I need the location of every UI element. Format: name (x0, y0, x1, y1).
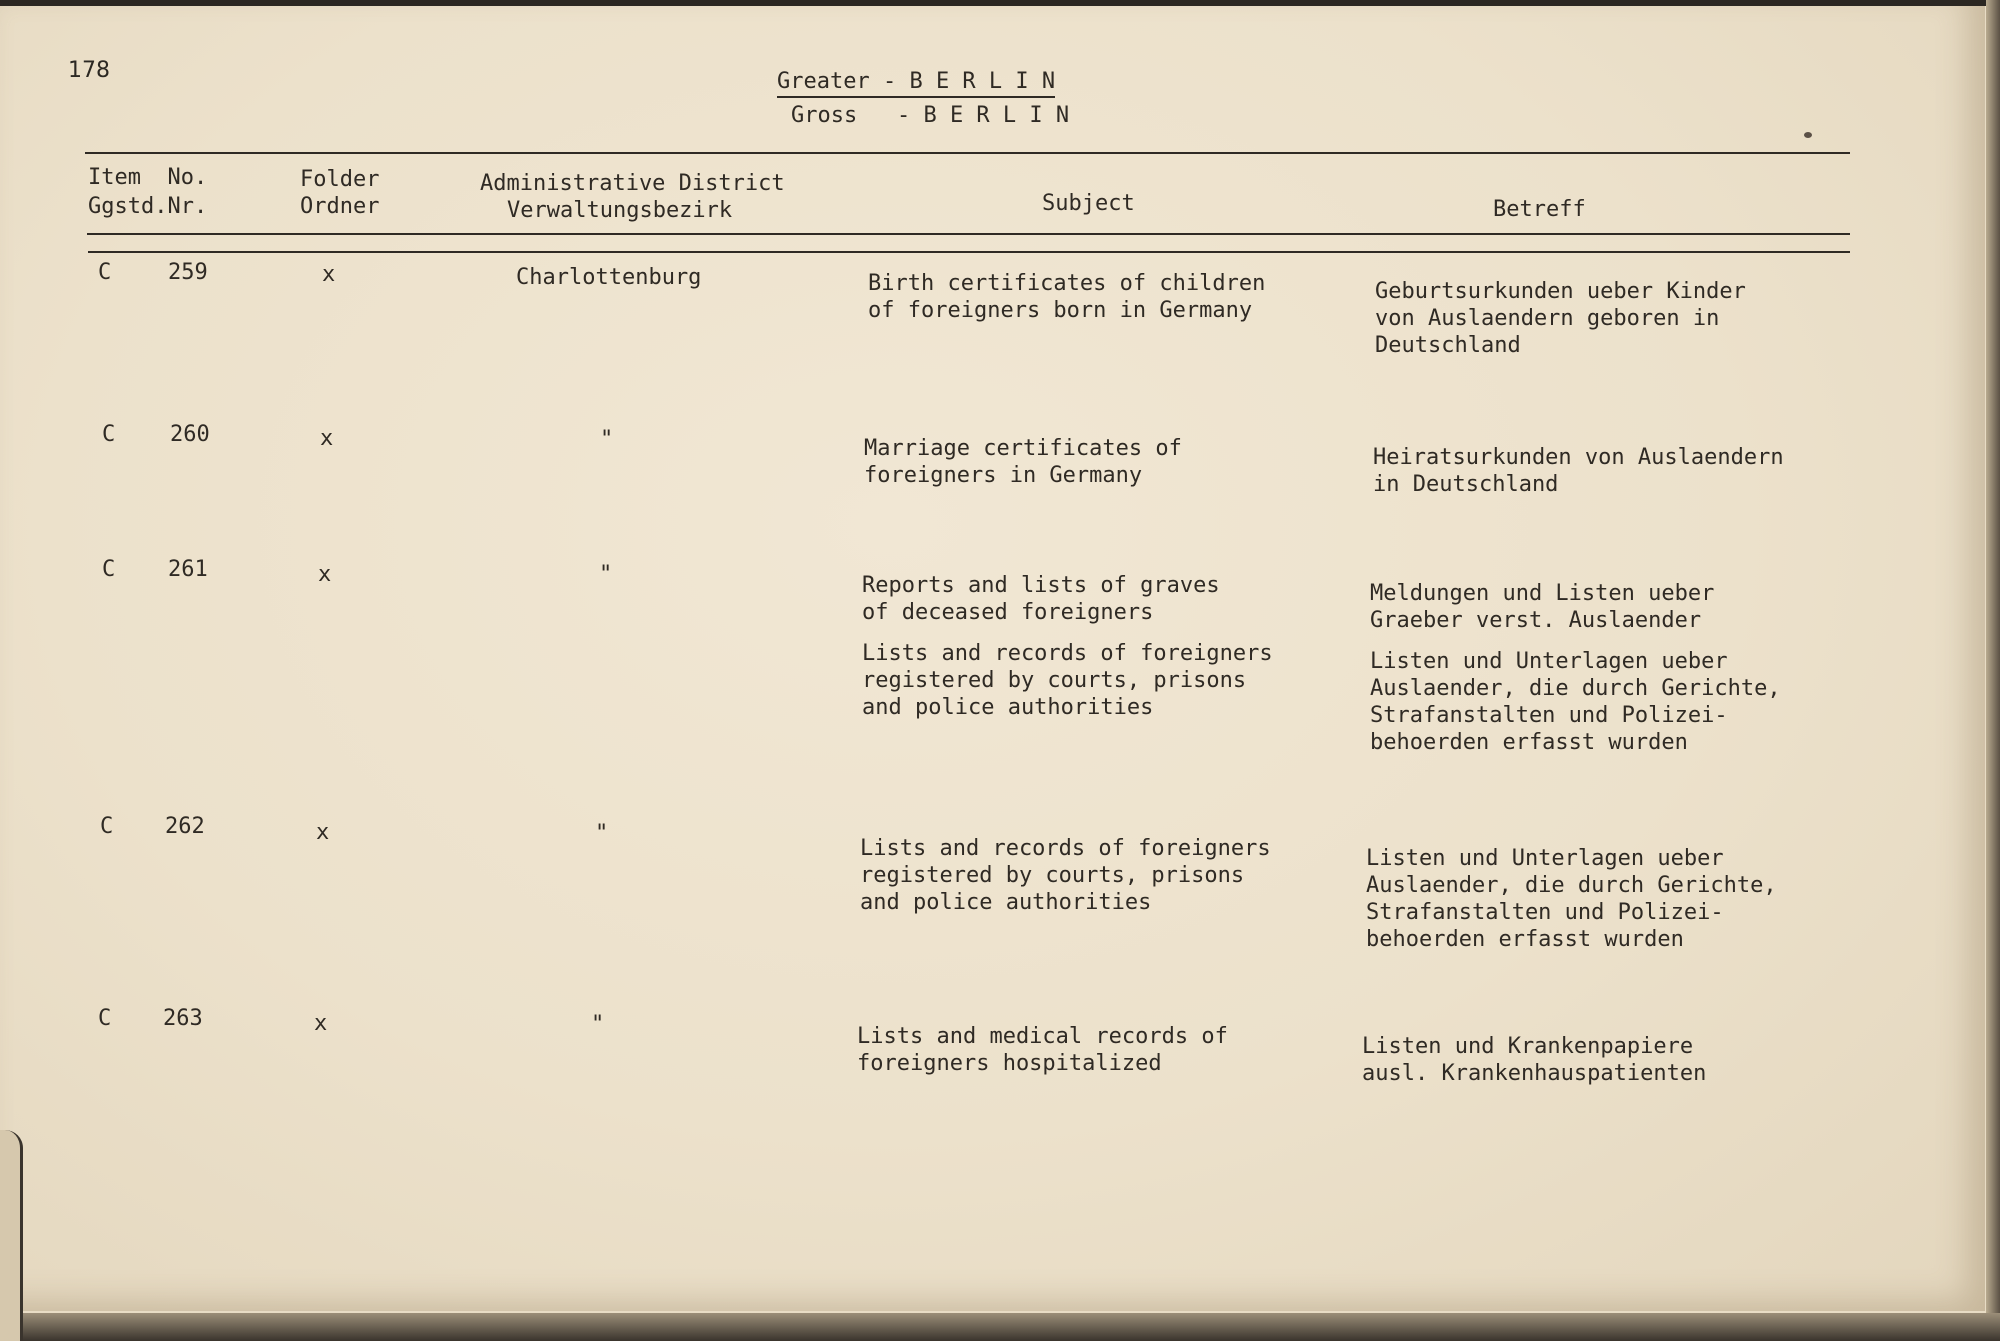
betreff-line: Geburtsurkunden ueber Kinder (1375, 279, 1746, 304)
header-district-de: Verwaltungsbezirk (507, 198, 733, 223)
subject-line: foreigners hospitalized (857, 1051, 1162, 1076)
header-item-en: Item No. (88, 165, 208, 190)
row-district: " (595, 821, 609, 846)
scan-edge-top (0, 0, 2000, 6)
header-rule-mid (87, 233, 1850, 235)
subject-line: registered by courts, prisons (860, 863, 1245, 888)
betreff-line: behoerden erfasst wurden (1366, 927, 1684, 952)
row-subject (862, 572, 1220, 626)
title-german: Gross - B E R L I N (791, 103, 1070, 128)
header-folder-de: Ordner (300, 194, 380, 219)
row-folder: x (322, 262, 336, 287)
ink-speck (1804, 132, 1812, 138)
header-betreff: Betreff (1493, 197, 1586, 222)
betreff-line: Listen und Unterlagen ueber (1366, 846, 1724, 871)
betreff-line: Auslaender, die durch Gerichte, (1370, 676, 1781, 701)
betreff-line: Heiratsurkunden von Auslaendern (1373, 445, 1784, 470)
betreff-line: Auslaender, die durch Gerichte, (1366, 873, 1777, 898)
row-item: C (98, 1006, 112, 1031)
betreff-line: Strafanstalten und Polizei- (1366, 900, 1724, 925)
betreff-line: behoerden erfasst wurden (1370, 730, 1688, 755)
subject-line: Birth certificates of children (868, 271, 1266, 296)
row-item: C (102, 557, 116, 582)
scan-edge-bottom (0, 1313, 2000, 1341)
row-folder: x (316, 820, 330, 845)
binder-ring (0, 1130, 23, 1341)
row-district: " (591, 1012, 605, 1037)
page-number: 178 (68, 58, 110, 83)
row-subject (864, 435, 1182, 489)
row-subject (860, 835, 1271, 916)
row-betreff (1366, 845, 1777, 953)
row-district: Charlottenburg (516, 265, 702, 290)
row-folder: x (318, 562, 332, 587)
row-betreff (1362, 1033, 1706, 1087)
betreff-line: Listen und Krankenpapiere (1362, 1034, 1694, 1059)
scan-edge-right (1986, 0, 2000, 1341)
row-betreff (1373, 444, 1784, 498)
betreff-line: ausl. Krankenhauspatienten (1362, 1061, 1707, 1086)
row-district: " (599, 562, 613, 587)
row-number: 263 (163, 1006, 203, 1031)
subject-line: and police authorities (862, 695, 1154, 720)
row-item: C (98, 260, 112, 285)
row-betreff (1370, 580, 1714, 634)
header-subject: Subject (1042, 191, 1135, 216)
row-item: C (100, 814, 114, 839)
betreff-line: Graeber verst. Auslaender (1370, 608, 1702, 633)
subject-line: of deceased foreigners (862, 600, 1154, 625)
row-subject-second (862, 640, 1273, 721)
row-betreff-second (1370, 648, 1781, 756)
row-betreff (1375, 278, 1746, 359)
header-district-en: Administrative District (480, 171, 785, 196)
row-item: C (102, 422, 116, 447)
betreff-line: Listen und Unterlagen ueber (1370, 649, 1728, 674)
betreff-line: Deutschland (1375, 333, 1521, 358)
row-folder: x (320, 426, 334, 451)
subject-line: registered by courts, prisons (862, 668, 1247, 693)
subject-line: and police authorities (860, 890, 1152, 915)
betreff-line: Strafanstalten und Polizei- (1370, 703, 1728, 728)
row-subject (857, 1023, 1228, 1077)
title-english: Greater - B E R L I N (777, 68, 1055, 98)
row-number: 261 (168, 557, 208, 582)
subject-line: foreigners in Germany (864, 463, 1143, 488)
header-folder-en: Folder (300, 167, 380, 192)
row-folder: x (314, 1011, 328, 1036)
betreff-line: Meldungen und Listen ueber (1370, 581, 1715, 606)
header-item-de: Ggstd.Nr. (88, 194, 208, 219)
subject-line: Reports and lists of graves (862, 573, 1220, 598)
row-district: " (600, 427, 614, 452)
subject-line: of foreigners born in Germany (868, 298, 1253, 323)
row-subject (868, 270, 1265, 324)
subject-line: Marriage certificates of (864, 436, 1182, 461)
betreff-line: in Deutschland (1373, 472, 1559, 497)
row-number: 262 (165, 814, 205, 839)
subject-line: Lists and records of foreigners (860, 836, 1271, 861)
row-number: 259 (168, 260, 208, 285)
header-rule-bottom (88, 251, 1850, 253)
header-rule-top (85, 152, 1850, 154)
row-number: 260 (170, 422, 210, 447)
betreff-line: von Auslaendern geboren in (1375, 306, 1720, 331)
subject-line: Lists and records of foreigners (862, 641, 1273, 666)
subject-line: Lists and medical records of (857, 1024, 1228, 1049)
